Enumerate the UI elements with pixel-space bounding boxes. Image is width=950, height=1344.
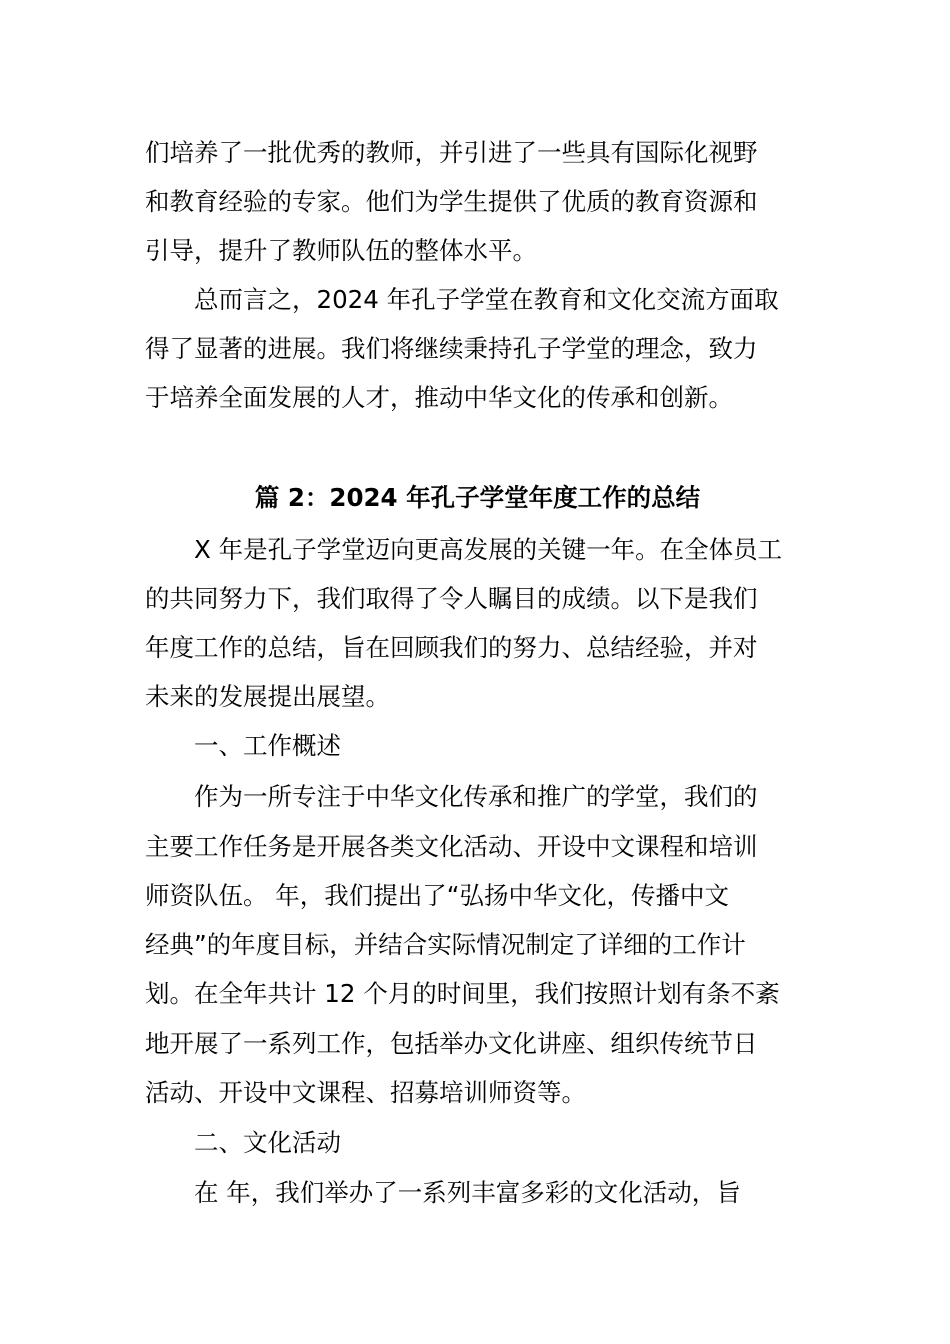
paragraph-line: 作为一所专注于中华文化传承和推广的学堂，我们的	[194, 782, 758, 811]
paragraph-line: 年度工作的总结，旨在回顾我们的努力、总结经验，并对	[145, 633, 758, 662]
paragraph-line: 们培养了一批优秀的教师，并引进了一些具有国际化视野	[145, 138, 758, 167]
subsection-heading: 二、文化活动	[194, 1128, 341, 1157]
paragraph-line: 在 年，我们举办了一系列丰富多彩的文化活动，旨	[194, 1178, 741, 1207]
paragraph-line: 引导，提升了教师队伍的整体水平。	[145, 236, 537, 265]
paragraph-line: 和教育经验的专家。他们为学生提供了优质的教育资源和	[145, 187, 758, 216]
paragraph-line: 总而言之，2024 年孔子学堂在教育和文化交流方面取	[194, 285, 779, 314]
paragraph-line: 主要工作任务是开展各类文化活动、开设中文课程和培训	[145, 832, 758, 861]
paragraph-line: 的共同努力下，我们取得了令人瞩目的成绩。以下是我们	[145, 584, 758, 613]
paragraph-line: 经典”的年度目标，并结合实际情况制定了详细的工作计	[145, 930, 746, 959]
paragraph-line: 划。在全年共计 12 个月的时间里，我们按照计划有条不紊	[145, 979, 780, 1008]
subsection-heading: 一、工作概述	[194, 731, 341, 760]
paragraph-line: 于培养全面发展的人才，推动中华文化的传承和创新。	[145, 383, 733, 412]
paragraph-line: 未来的发展提出展望。	[145, 682, 390, 711]
paragraph-line: 活动、开设中文课程、招募培训师资等。	[145, 1078, 586, 1107]
section-heading: 篇 2：2024 年孔子学堂年度工作的总结	[254, 483, 701, 512]
paragraph-line: X 年是孔子学堂迈向更高发展的关键一年。在全体员工	[194, 535, 783, 564]
paragraph-line: 地开展了一系列工作，包括举办文化讲座、组织传统节日	[145, 1029, 758, 1058]
paragraph-line: 得了显著的进展。我们将继续秉持孔子学堂的理念，致力	[145, 334, 758, 363]
paragraph-line: 师资队伍。 年，我们提出了“弘扬中华文化，传播中文	[145, 881, 729, 910]
